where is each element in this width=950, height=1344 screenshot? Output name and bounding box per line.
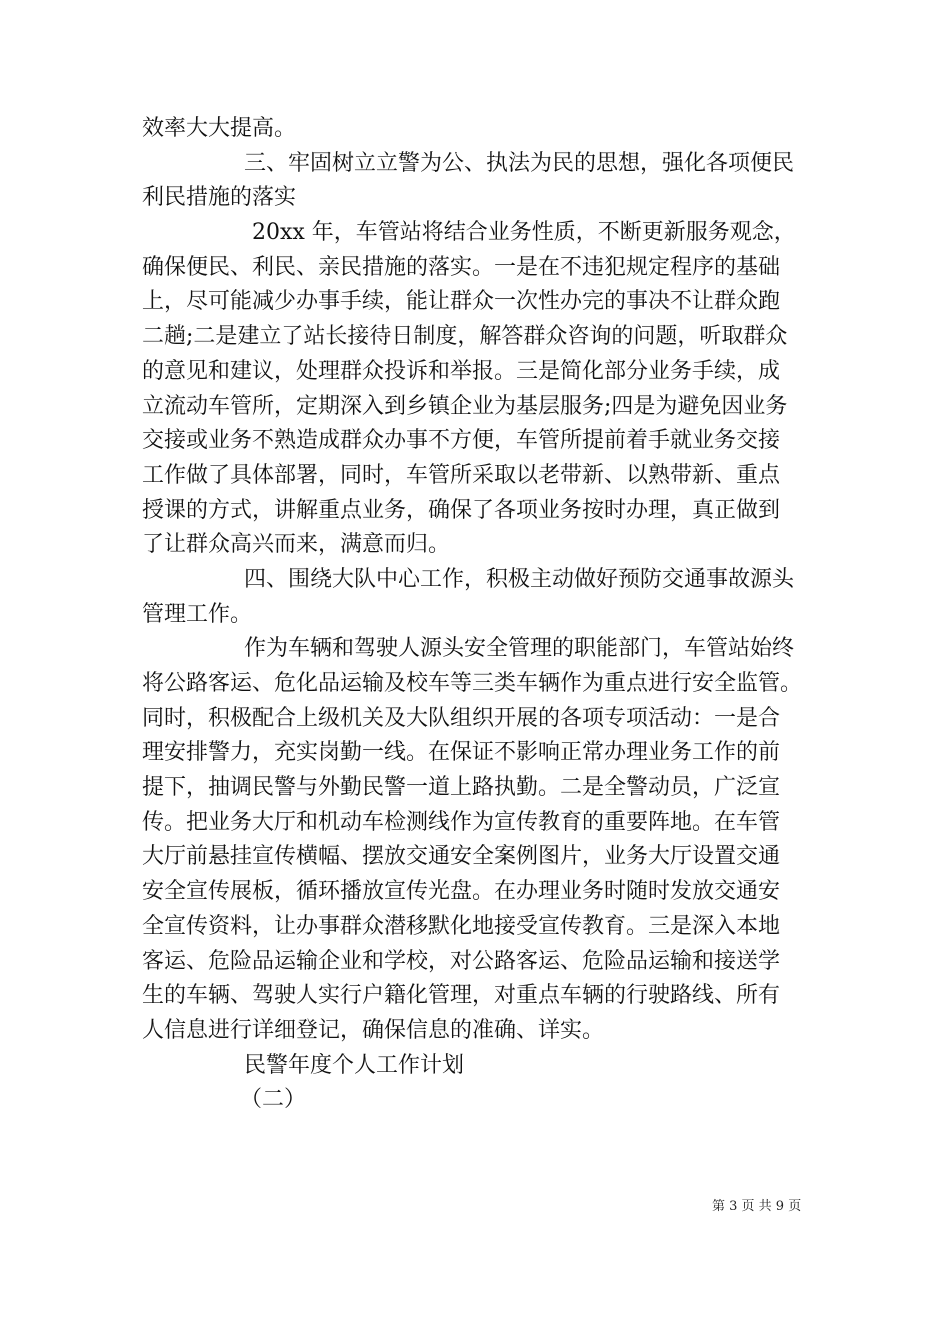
text-line: 提下，抽调民警与外勤民警一道上路执勤。二是全警动员，广泛宣 [142, 775, 781, 801]
text-line: 授课的方式，讲解重点业务，确保了各项业务按时办理，真正做到 [142, 497, 781, 523]
text-line: 安全宣传展板，循环播放宣传光盘。在办理业务时随时发放交通安 [142, 879, 781, 905]
text-line: 人信息进行详细登记，确保信息的准确、详实。 [142, 1017, 605, 1043]
text-line: 利民措施的落实 [142, 185, 297, 211]
plan-title: 民警年度个人工作计划 [244, 1052, 465, 1078]
text-line: 了让群众高兴而来，满意而归。 [142, 532, 451, 558]
text-line: 同时，积极配合上级机关及大队组织开展的各项专项活动：一是合 [142, 705, 781, 731]
text-line: 管理工作。 [142, 601, 253, 627]
text-line: 上，尽可能减少办事手续，能让群众一次性办完的事决不让群众跑 [142, 289, 781, 315]
body-text [142, 112, 822, 1118]
text-line: 理安排警力，充实岗勤一线。在保证不影响正常办理业务工作的前 [142, 740, 781, 766]
paragraph-start: 作为车辆和驾驶人源头安全管理的职能部门，车管站始终 [244, 636, 795, 662]
text-line: 将公路客运、危化品运输及校车等三类车辆作为重点进行安全监管。 [142, 671, 803, 696]
page-number: 第 3 页 共 9 页 [712, 1199, 802, 1214]
text-line: 大厅前悬挂宣传横幅、摆放交通安全案例图片，业务大厅设置交通 [142, 844, 781, 870]
section-heading-3: 三、牢固树立立警为公、执法为民的思想，强化各项便民 [244, 150, 795, 176]
text-line: 生的车辆、驾驶人实行户籍化管理，对重点车辆的行驶路线、所有 [142, 983, 781, 1009]
text-line: 客运、危险品运输企业和学校，对公路客运、危险品运输和接送学 [142, 948, 781, 974]
text-line: 全宣传资料，让办事群众潜移默化地接受宣传教育。三是深入本地 [142, 913, 781, 939]
text-line: 确保便民、利民、亲民措施的落实。一是在不违犯规定程序的基础 [142, 254, 781, 280]
plan-subtitle: （二） [240, 1087, 307, 1113]
text-line: 二趟;二是建立了站长接待日制度，解答群众咨询的问题，听取群众 [142, 324, 788, 350]
text-line: 传。把业务大厅和机动车检测线作为宣传教育的重要阵地。在车管 [142, 809, 781, 835]
paragraph-start: 20xx 年，车管站将结合业务性质，不断更新服务观念， [252, 220, 796, 246]
text-line: 效率大大提高。 [142, 116, 297, 141]
text-line: 立流动车管所，定期深入到乡镇企业为基层服务;四是为避免因业务 [142, 393, 788, 419]
text-line: 工作做了具体部署，同时，车管所采取以老带新、以熟带新、重点 [142, 462, 781, 488]
text-line: 的意见和建议，处理群众投诉和举报。三是简化部分业务手续，成 [142, 358, 781, 384]
text-line: 交接或业务不熟造成群众办事不方便，车管所提前着手就业务交接 [142, 428, 781, 454]
section-heading-4: 四、围绕大队中心工作，积极主动做好预防交通事故源头 [244, 566, 795, 592]
